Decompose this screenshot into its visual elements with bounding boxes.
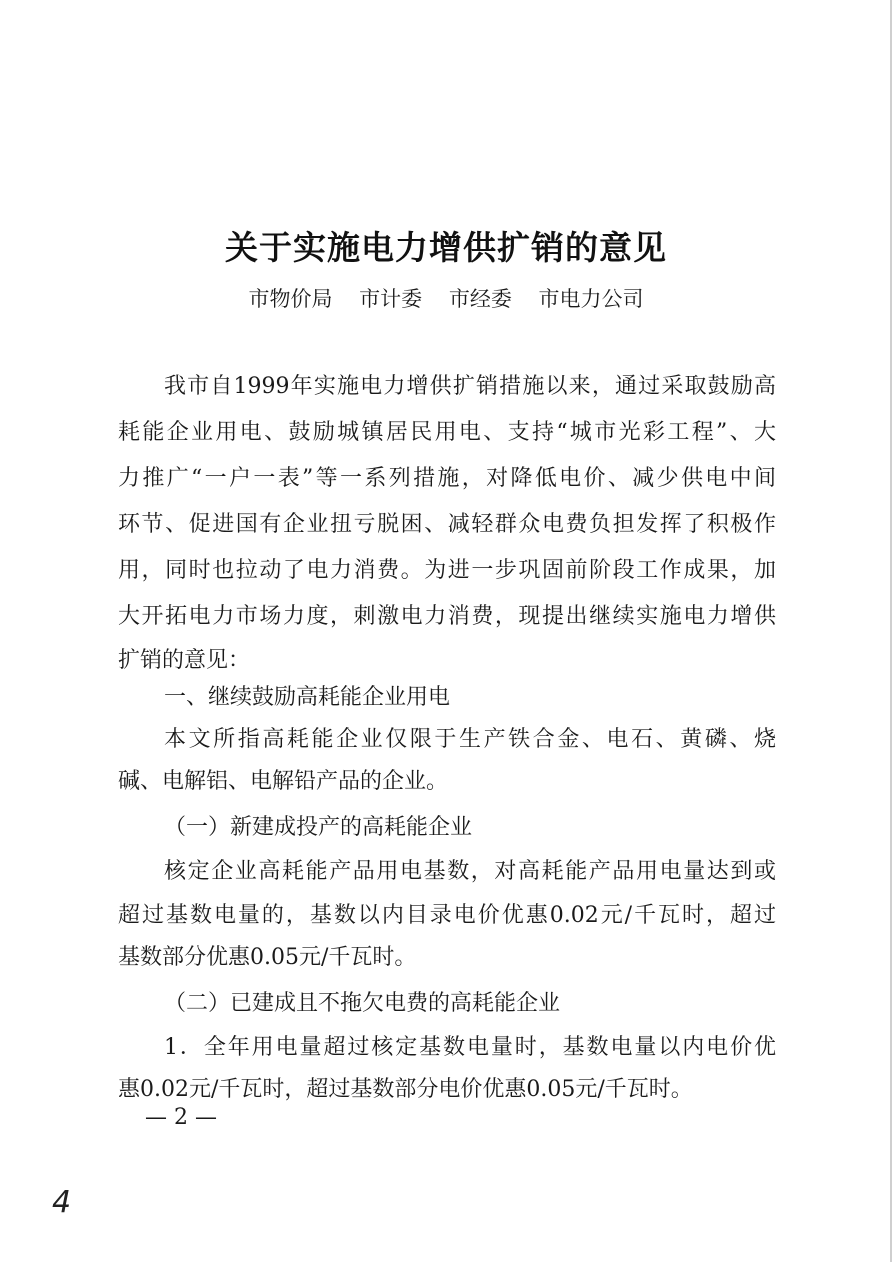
paragraph-line: 碱、电解铝、电解铅产品的企业。 bbox=[118, 769, 449, 794]
paragraph-line: 力推广“一户一表”等一系列措施，对降低电价、减少供电中间 bbox=[118, 466, 776, 491]
paragraph-line: 大开拓电力市场力度，刺激电力消费，现提出继续实施电力增供 bbox=[118, 604, 776, 629]
author-power-company: 市电力公司 bbox=[538, 287, 644, 311]
paragraph-line: 用，同时也拉动了电力消费。为进一步巩固前阶段工作成果，加 bbox=[118, 558, 776, 583]
paragraph-line: 我市自1999年实施电力增供扩销措施以来，通过采取鼓励高 bbox=[164, 374, 776, 399]
paragraph-line: 超过基数电量的，基数以内目录电价优惠0.02元/千瓦时，超过 bbox=[118, 903, 776, 928]
paragraph-line: 环节、促进国有企业扭亏脱困、减轻群众电费负担发挥了积极作 bbox=[118, 512, 776, 537]
author-economic-commission: 市经委 bbox=[448, 287, 512, 311]
handwritten-mark: 4 bbox=[52, 1185, 72, 1220]
author-planning-commission: 市计委 bbox=[359, 287, 423, 311]
document-title: 关于实施电力增供扩销的意见 bbox=[225, 228, 667, 267]
paragraph-line: 扩销的意见： bbox=[118, 648, 251, 673]
section-heading: 一、继续鼓励高耗能企业用电 bbox=[164, 685, 451, 710]
author-price-bureau: 市物价局 bbox=[248, 287, 333, 311]
subsection-heading: （一）新建成投产的高耗能企业 bbox=[164, 815, 473, 840]
subsection-heading: （二）已建成且不拖欠电费的高耗能企业 bbox=[164, 991, 561, 1016]
paragraph-line: 基数部分优惠0.05元/千瓦时。 bbox=[118, 945, 417, 970]
paragraph-line: 1．全年用电量超过核定基数电量时，基数电量以内电价优 bbox=[164, 1035, 776, 1060]
paragraph-line: 惠0.02元/千瓦时，超过基数部分电价优惠0.05元/千瓦时。 bbox=[118, 1077, 693, 1102]
paragraph-line: 耗能企业用电、鼓励城镇居民用电、支持“城市光彩工程”、大 bbox=[118, 420, 776, 445]
issuing-authorities bbox=[0, 283, 892, 313]
page-number: — 2 — bbox=[145, 1105, 217, 1130]
paragraph-line: 核定企业高耗能产品用电基数，对高耗能产品用电量达到或 bbox=[164, 859, 776, 884]
paragraph-line: 本文所指高耗能企业仅限于生产铁合金、电石、黄磷、烧 bbox=[164, 727, 776, 752]
